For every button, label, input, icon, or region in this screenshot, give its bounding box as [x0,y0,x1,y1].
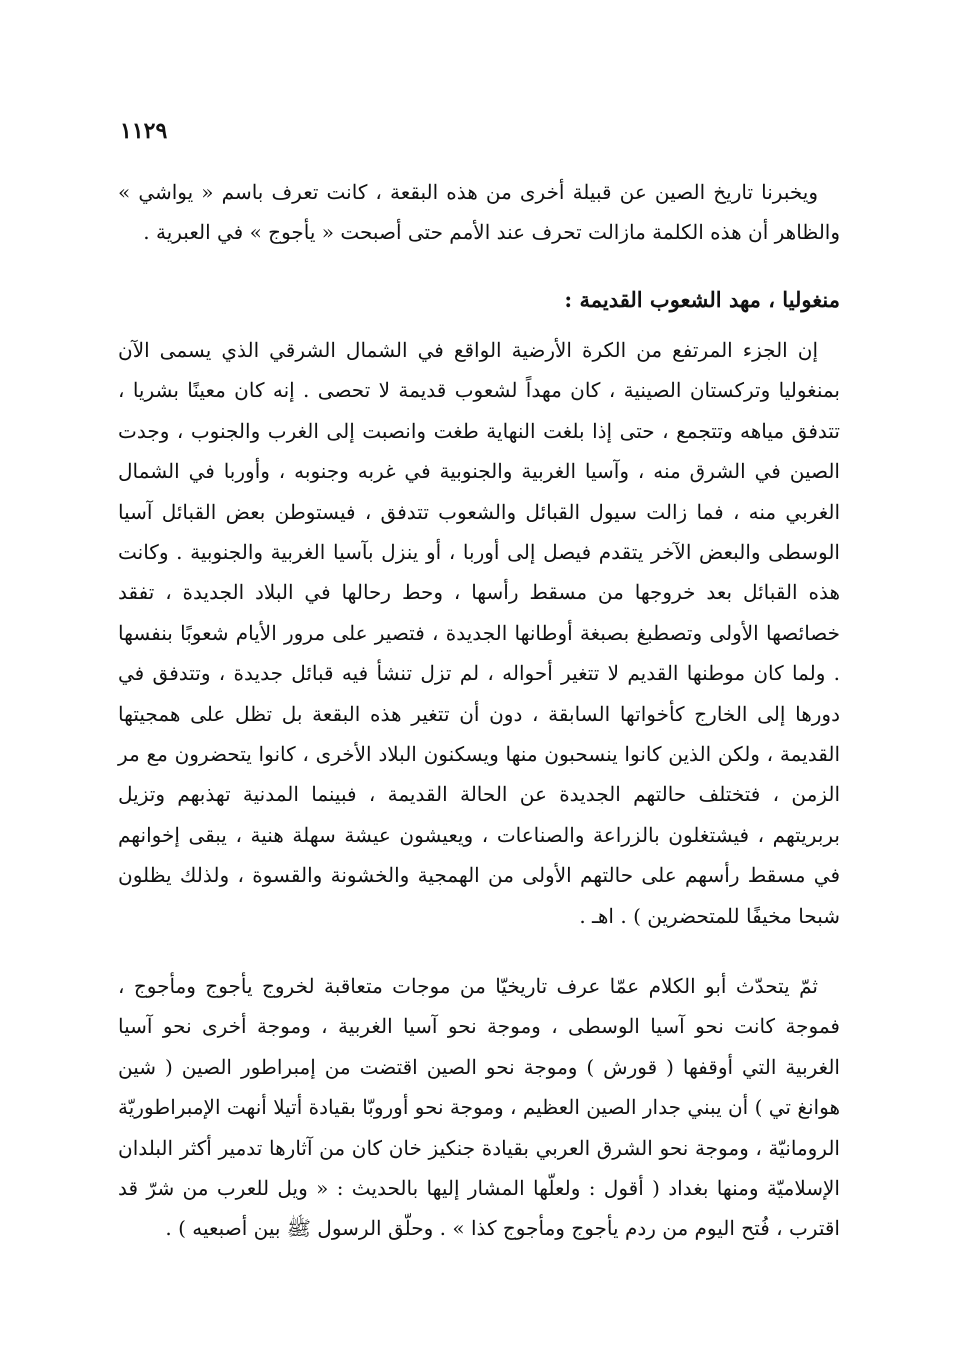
quoted-paragraph [118,330,840,936]
waves-paragraph [118,966,840,1249]
intro-paragraph [118,172,840,253]
quoted-paragraph-text: إن الجزء المرتفع من الكرة الأرضية الواقع في الشمال الشرقي الذي يسمى الآن بمنغوليا وتركستان الصينية ، كان مهداً لشعوب قديمة لا تحصى . إنه كان معينًا بشريا ، تتدفق مياهه وتتجمع ، حتى إذا بلغت النهاية طغت وانصبت إلى الغرب والجنوب ، وجدت الصين في الشرق منه ، وآسيا الغربية والجنوبية في غربه وجنوبه ، وأوربا في الشمال الغربي منه ، فما زالت سيول القبائل والشعوب تتدفق ، فيستوطن بعض القبائل آسيا الوسطى والبعض الآخر يتقدم فيصل إلى أوربا ، أو ينزل بآسيا الغربية والجنوبية . وكانت هذه القبائل بعد خروجها من مسقط رأسها ، وحط رحالها في البلاد الجديدة ، تفقد خصائصها الأولى وتصطبغ بصبغة أوطانها الجديدة ، فتصير على مرور الأيام شعوبًا بنفسها . ولما كان موطنها القديم لا تتغير أحواله ، لم تزل تنشأ فيه قبائل جديدة ، وتتدفق في دورها إلى الخارج كأخواتها السابقة ، دون أن تتغير هذه البقعة بل تظل على همجيتها القديمة ، ولكن الذين كانوا ينسحبون منها ويسكنون البلاد الأخرى ، كانوا يتحضرون مع مر الزمن ، فتختلف حالتهم الجديدة عن الحالة القديمة ، فبينما المدنية تهذبهم وتزيل بربريتهم ، فيشتغلون بالزراعة والصناعات ، ويعيشون عيشة سهلة هنية ، يبقى إخوانهم في مسقط رأسهم على حالتهم الأولى من الهمجية والخشونة والقسوة ، ولذلك يظلون شبحا مخيفًا للمتحضرين ) . اهـ . [118,338,840,928]
section-heading: منغوليا ، مهد الشعوب القديمة : [564,287,840,312]
waves-paragraph-text: ثمّ يتحدّث أبو الكلام عمّا عرف تاريخيّا من موجات متعاقبة لخروج يأجوج ومأجوج ، فموجة كانت نحو آسيا الوسطى ، وموجة نحو آسيا الغربية ، وموجة أخرى نحو آسيا الغربية التي أوقفها ( قورش ) وموجة نحو الصين اقتضت من إمبراطور الصين ( شين هوانغ تي ) أن يبني جدار الصين العظيم ، وموجة نحو أوروبّا بقيادة أتيلا أنهت الإمبراطوريّة الرومانيّة ، وموجة نحو الشرق العربي بقيادة جنكيز خان كان من آثارها تدمير أكثر البلدان الإسلاميّة ومنها بغداد ( أقول : ولعلّها المشار إليها بالحديث : « ويل للعرب من شرّ قد اقترب ، فُتح اليوم من ردم يأجوج ومأجوج كذا » . وحلّق الرسول ﷺ بين أصبعيه ) . [118,974,840,1241]
page-number: ١١٢٩ [120,118,168,144]
intro-paragraph-text: ويخبرنا تاريخ الصين عن قبيلة أخرى من هذه البقعة ، كانت تعرف باسم « يواشي » والظاهر أن هذه الكلمة مازالت تحرف عند الأمم حتى أصبحت « يأجوج » في العبرية . [118,180,840,245]
